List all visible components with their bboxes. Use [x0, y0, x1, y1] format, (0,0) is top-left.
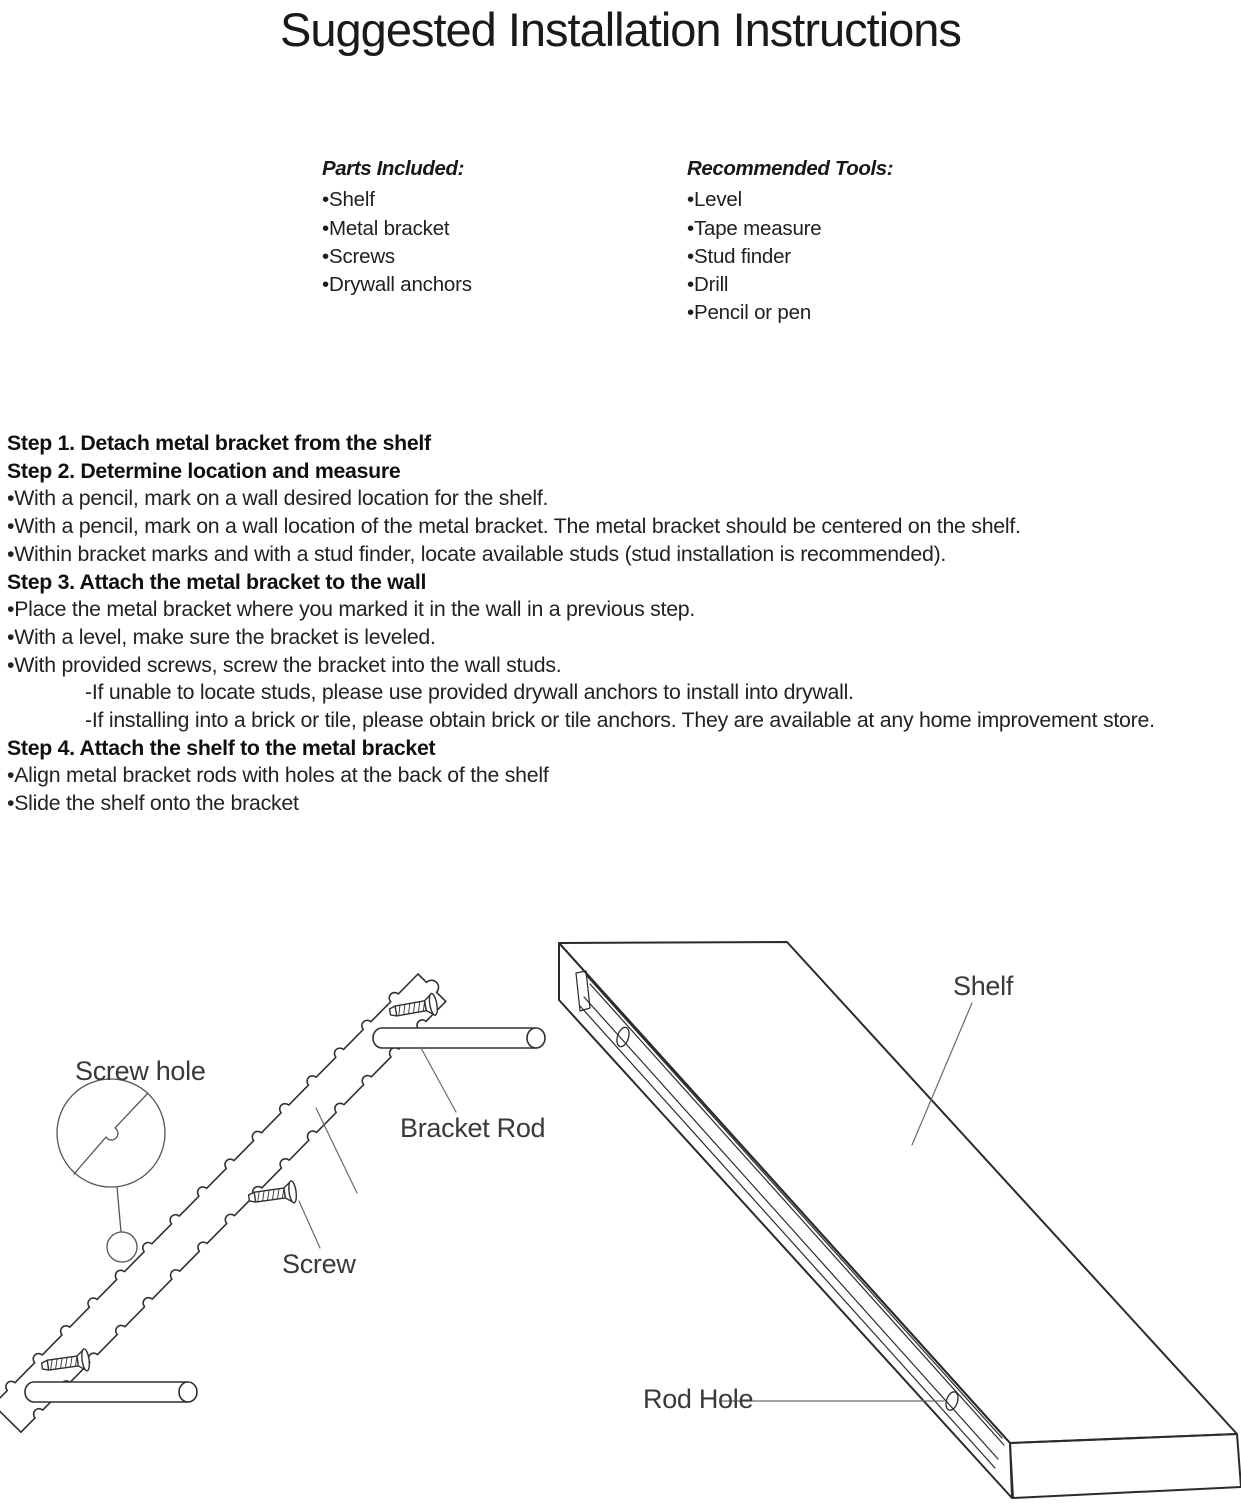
screw-hole-profile — [74, 1093, 148, 1174]
screw-hole-detail — [57, 1079, 165, 1262]
list-item: •Pencil or pen — [687, 301, 812, 325]
list-item: •Stud finder — [687, 244, 791, 268]
list-item: •Tape measure — [687, 216, 822, 240]
list-item: •Screws — [322, 244, 395, 268]
screw-leader-line — [299, 1201, 320, 1248]
step-heading: Step 1. Detach metal bracket from the shelf — [7, 431, 431, 455]
screw-middle — [247, 1180, 297, 1208]
bracket-rod-label: Bracket Rod — [400, 1113, 546, 1143]
instruction-line: •With provided screws, screw the bracket into the wall studs. — [7, 652, 562, 677]
instruction-line: •Within bracket marks and with a stud finder, locate available studs (stud installation is recommended). — [7, 541, 947, 566]
magnifier-circle — [57, 1079, 165, 1187]
instruction-subline: -If installing into a brick or tile, please obtain brick or tile anchors. They are available at any home improvement store. — [85, 708, 1155, 733]
list-item: •Level — [687, 188, 742, 212]
screw-label: Screw — [282, 1249, 356, 1279]
instruction-subline: -If unable to locate studs, please use provided drywall anchors to install into drywall. — [85, 680, 854, 705]
instruction-line: •With a pencil, mark on a wall location of the metal bracket. The metal bracket should be centered on the shelf. — [7, 514, 1021, 539]
rod-hole-label: Rod Hole — [643, 1384, 754, 1414]
instruction-line: •Align metal bracket rods with holes at the back of the shelf — [7, 763, 549, 788]
bracket-edge-upper — [0, 970, 418, 1404]
shelf-groove — [576, 971, 1004, 1468]
instruction-line: •Place the metal bracket where you marked it in the wall in a previous step. — [7, 597, 696, 622]
shelf-top-face — [559, 942, 1237, 1443]
list-item: •Metal bracket — [322, 216, 450, 240]
assembly-diagram — [0, 930, 1241, 1500]
list-item: •Drywall anchors — [322, 273, 472, 297]
bracket-leader-line — [316, 1108, 357, 1193]
bracket-rod-leader-line — [421, 1048, 456, 1112]
recommended-tools-heading: Recommended Tools: — [687, 157, 894, 180]
bracket-end-cut — [0, 1405, 21, 1432]
shelf-label: Shelf — [953, 971, 1014, 1001]
shelf-front-face — [559, 943, 1012, 1498]
screw-top — [388, 993, 439, 1023]
shelf-drawing — [559, 942, 1241, 1498]
step-heading: Step 2. Determine location and measure — [7, 458, 401, 483]
step-heading: Step 3. Attach the metal bracket to the wall — [7, 569, 427, 594]
instruction-line: •Slide the shelf onto the bracket — [7, 791, 299, 816]
parts-included-heading: Parts Included: — [322, 157, 465, 180]
bracket-rod-bottom — [25, 1382, 197, 1402]
instruction-steps — [7, 430, 1237, 818]
shelf-end-face — [1010, 1434, 1241, 1498]
list-item: •Shelf — [322, 188, 375, 212]
instruction-line: •With a pencil, mark on a wall desired location for the shelf. — [7, 486, 549, 511]
screw-bottom — [40, 1348, 90, 1376]
rod-hole-left — [615, 1026, 632, 1048]
recommended-tools-list — [687, 155, 893, 328]
list-item: •Drill — [687, 273, 729, 297]
magnifier-connector-line — [117, 1187, 121, 1232]
step-heading: Step 4. Attach the shelf to the metal bracket — [7, 735, 436, 760]
bracket-rod-top — [373, 1028, 545, 1048]
page-title: Suggested Installation Instructions — [280, 3, 961, 56]
instruction-line: •With a level, make sure the bracket is leveled. — [7, 624, 436, 649]
shelf-leader-line — [912, 1003, 972, 1145]
parts-included-list — [322, 155, 472, 299]
screw-hole-label: Screw hole — [75, 1056, 206, 1086]
screw-hole-marker-circle — [107, 1232, 137, 1262]
